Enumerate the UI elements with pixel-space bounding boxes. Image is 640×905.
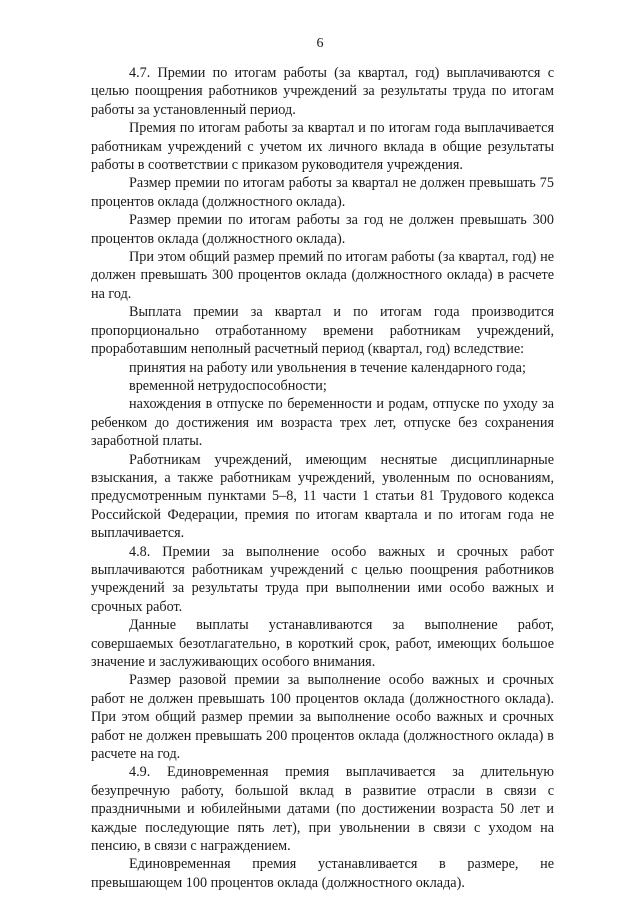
paragraph-reason-illness: временной нетрудоспособности; (129, 377, 327, 394)
paragraph-4-8: 4.8. Премии за выполнение особо важных и срочных работ выплачиваются работникам учреждений с целью поощрения работников учреждений за результаты труда при выполнении ими особо важных и срочных работ. (91, 543, 554, 615)
page-number: 6 (316, 36, 324, 51)
paragraph-quarter-limit: Размер премии по итогам работы за квартал не должен превышать 75 процентов оклада (должностного оклада). (91, 175, 554, 210)
document-body (91, 64, 554, 892)
paragraph-reason-leave: нахождения в отпуске по беременности и родам, отпуске по уходу за ребенком до достижения им возраста трех лет, отпуске без сохранения заработной платы. (91, 396, 554, 450)
paragraph-one-time-limit: Единовременная премия устанавливается в размере, не превышающем 100 процентов оклада (должностного оклада). (91, 856, 554, 891)
paragraph-proportional-payment: Выплата премии за квартал и по итогам года производится пропорционально отработанному времени работникам учреждений, проработавшим неполный расчетный период (квартал, год) вследствие: (91, 304, 554, 358)
paragraph-urgent-limit: Размер разовой премии за выполнение особо важных и срочных работ не должен превышать 100 процентов оклада (должностного оклада). При этом общий размер премии за выполнение особо важных и срочных работ не должен превышать 200 процентов оклада (должностного оклада) в расчете на год. (91, 672, 554, 763)
paragraph-total-limit: При этом общий размер премий по итогам работы (за квартал, год) не должен превышать 300 процентов оклада (должностного оклада) в расчете на год. (91, 249, 554, 302)
paragraph-urgent-works: Данные выплаты устанавливаются за выполнение работ, совершаемых безотлагательно, в короткий срок, работ, имеющих большое значение и заслуживающих особого внимания. (91, 617, 554, 670)
paragraph-quarter-year-bonus: Премия по итогам работы за квартал и по итогам года выплачивается работникам учреждений с учетом их личного вклада в общие результаты работы в соответствии с приказом руководителя учреждения. (91, 120, 554, 174)
paragraph-year-limit: Размер премии по итогам работы за год не должен превышать 300 процентов оклада (должностного оклада). (91, 212, 554, 247)
paragraph-4-9: 4.9. Единовременная премия выплачивается за длительную безупречную работу, большой вклад в развитие отрасли в связи с праздничными и юбилейными датами (по достижении возраста 50 лет и каждые последующие пять лет), при увольнении в связи с уходом на пенсию, в связи с награждением. (91, 764, 554, 855)
paragraph-4-7: 4.7. Премии по итогам работы (за квартал, год) выплачиваются с целью поощрения работников учреждений за результаты труда по итогам работы за установленный период. (91, 65, 554, 118)
paragraph-disciplinary: Работникам учреждений, имеющим неснятые дисциплинарные взыскания, а также работникам учреждений, уволенным по основаниям, предусмотренным пунктами 5–8, 11 части 1 статьи 81 Трудового кодекса Российской Федерации, премия по итогам квартала и по итогам года не выплачивается. (91, 451, 554, 542)
paragraph-reason-hiring: принятия на работу или увольнения в течение календарного года; (129, 359, 526, 376)
